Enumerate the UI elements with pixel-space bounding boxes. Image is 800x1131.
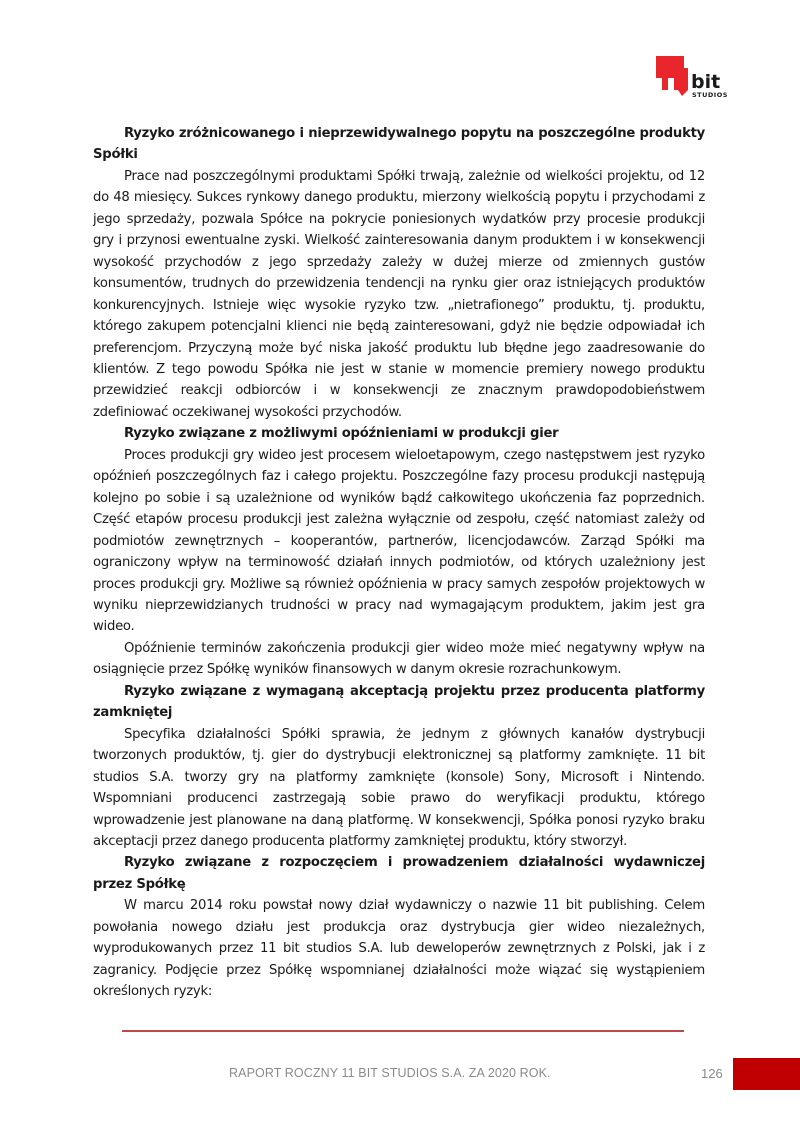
section-heading: Ryzyko zróżnicowanego i nieprzewidywalnego popytu na poszczególne produkty Spółki [93,126,705,163]
company-logo [654,54,738,100]
page-number: 126 [701,1066,723,1081]
paragraph: Prace nad poszczególnymi produktami Spółki trwają, zależnie od wielkości projektu, od 12 do 48 miesięcy. Sukces rynkowy danego produktu, mierzony wielkością popytu i przychodami z jego sprzedaży, pozwala Spółce na pokrycie poniesionych wydatków przy procesie produkcji gry i przynosi ewentualne zyski. Wielkość zainteresowania danym produktem i w konsekwencji wysokość przychodów z jego sprzedaży zależy w dużej mierze od zmiennych gustów konsumentów, trudnych do przewidzenia tendencji na rynku gier oraz istniejących produktów konkurencyjnych. Istnieje więc wysokie ryzyko tzw. „nietrafionego” produktu, tj. produktu, którego zakupem potencjalni klienci nie będą zainteresowani, gdyż nie będzie odpowiadał ich preferencjom. Przyczyną może być niska jakość produktu lub błędne jego zaadresowanie do klientów. Z tego powodu Spółka nie jest w stanie w momencie premiery nowego produktu przewidzieć reakcji odbiorców i w konsekwencji ze znacznym prawdopodobieństwem zdefiniować oczekiwanej wysokości przychodów. [93,168,705,420]
paragraph: Opóźnienie terminów zakończenia produkcji gier wideo może mieć negatywny wpływ na osiągnięcie przez Spółkę wyników finansowych w danym okresie rozrachunkowym. [93,640,705,678]
section-heading: Ryzyko związane z rozpoczęciem i prowadzeniem działalności wydawniczej przez Spółkę [93,855,705,892]
footer-report-title: RAPORT ROCZNY 11 BIT STUDIOS S.A. ZA 2020 ROK. [229,1066,551,1080]
footer-accent-block [733,1058,800,1090]
document-body [93,123,705,1003]
section-heading: Ryzyko związane z wymaganą akceptacją projektu przez producenta platformy zamkniętej [93,683,705,721]
section-heading: Ryzyko związane z możliwymi opóźnieniami w produkcji gier [124,426,559,442]
svg-text:STUDIOS: STUDIOS [692,91,728,99]
svg-text:bit: bit [691,71,721,93]
paragraph: Proces produkcji gry wideo jest procesem wieloetapowym, czego następstwem jest ryzyko opóźnień poszczególnych faz i całego projektu. Poszczególne fazy procesu produkcji następują kolejno po sobie i są uzależnione od wyników bądź całkowitego ukończenia faz poprzednich. Część etapów procesu produkcji jest zależna wyłącznie od zespołu, część natomiast zależy od podmiotów zewnętrznych – kooperantów, partnerów, licencjodawców. Zarząd Spółki ma ograniczony wpływ na terminowość działań innych podmiotów, od których uzależniony jest proces produkcji gry. Możliwe są również opóźnienia w pracy samych zespołów projektowych w wyniku nieprzewidzianych trudności w pracy nad wymagającym produktem, jakim jest gra wideo. [93,447,705,635]
11-bit-studios-logo-icon [654,54,738,100]
footer-divider [122,1030,684,1032]
paragraph: Specyfika działalności Spółki sprawia, że jednym z głównych kanałów dystrybucji tworzonych produktów, tj. gier do dystrybucji elektronicznej są platformy zamknięte. 11 bit studios S.A. tworzy gry na platformy zamknięte (konsole) Sony, Microsoft i Nintendo. Wspomniani producenci zastrzegają sobie prawo do weryfikacji produktu, którego wprowadzenie jest planowane na daną platformę. W konsekwencji, Spółka ponosi ryzyko braku akceptacji przez danego producenta platformy zamkniętej produktu, który stworzył. [93,726,705,849]
paragraph: W marcu 2014 roku powstał nowy dział wydawniczy o nazwie 11 bit publishing. Celem powołania nowego działu jest produkcja oraz dystrybucja gier wideo niezależnych, wyprodukowanych przez 11 bit studios S.A. lub deweloperów zewnętrznych z Polski, jak i z zagranicy. Podjęcie przez Spółkę wspomnianej działalności może wiązać się wystąpieniem określonych ryzyk: [93,898,705,1000]
